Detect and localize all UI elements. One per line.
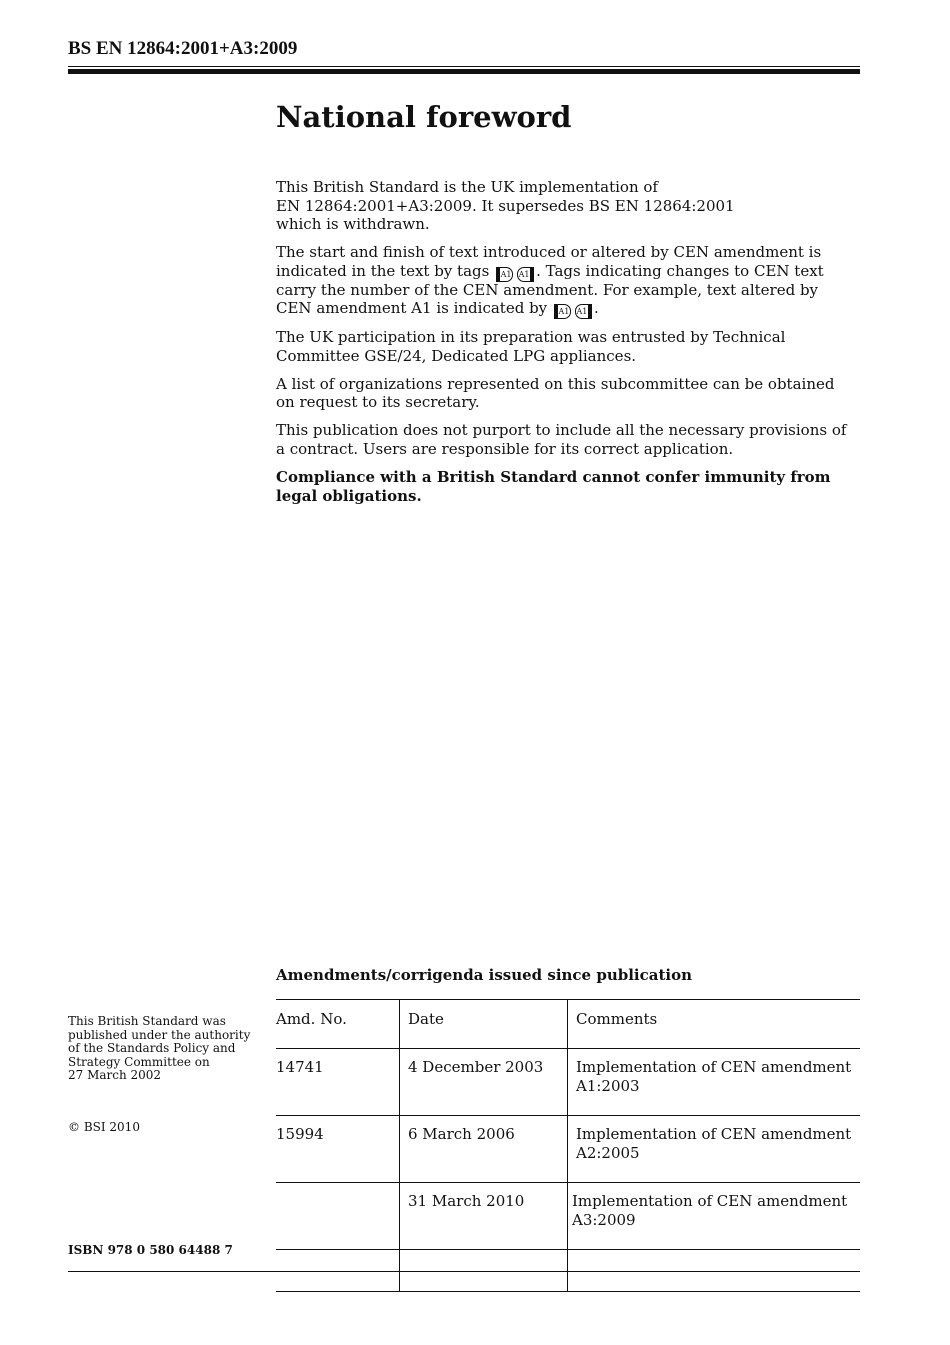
table-row [276,1116,860,1183]
column-header: Date [400,1000,568,1049]
paragraph-text: which is withdrawn. [276,215,430,234]
comment-cell [568,1183,861,1250]
date-cell: 31 March 2010 [400,1183,568,1250]
amendment-end-tag-icon: A1 [575,304,592,319]
paragraph-compliance: Compliance with a British Standard cannot confer immunity from legal obligations. [276,468,831,505]
page-title: National foreword [276,100,572,134]
footer-rule [68,1271,860,1272]
header-rule-thick [68,69,860,74]
note-line: Strategy Committee on [68,1054,210,1069]
amendment-start-tag-icon: A1 [554,304,571,319]
paragraph-tags [276,243,851,318]
amd-no-cell: 15994 [276,1116,400,1183]
comment-line: Implementation of CEN amendment [576,1125,852,1143]
amendment-start-tag-icon: A1 [496,267,513,282]
comment-cell [568,1049,861,1116]
table-row [276,1049,860,1116]
foreword-body [276,178,851,515]
copyright-notice: © BSI 2010 [68,1120,140,1134]
paragraph-text: . Tags indicating changes to CEN text carry the number of the CEN amendment. For example, text altered by CEN amendment A1 is indicated by [276,261,824,318]
comment-cell [568,1116,861,1183]
table-header-row [276,1000,860,1049]
column-header: Comments [568,1000,861,1049]
paragraph-text: This British Standard is the UK implementation of [276,178,658,196]
note-line: of the Standards Policy and [68,1041,236,1055]
isbn: ISBN 978 0 580 64488 7 [68,1243,233,1257]
date-cell: 4 December 2003 [400,1049,568,1116]
note-line: published under the authority [68,1027,251,1042]
table-row [276,1183,860,1250]
amendment-end-tag-icon: A1 [517,267,534,282]
standard-code: BS EN 12864:2001+A3:2009 [68,38,298,59]
paragraph-implementation [276,178,851,234]
paragraph-provisions: This publication does not purport to include all the necessary provisions of a contract. Users are responsible for its correct application. [276,421,847,458]
amd-no-cell: 14741 [276,1049,400,1116]
paragraph-text: . [593,299,599,318]
note-line: 27 March 2002 [68,1068,162,1082]
date-cell: 6 March 2006 [400,1116,568,1183]
note-line: This British Standard was [68,1014,226,1028]
amendments-heading: Amendments/corrigenda issued since publication [276,966,692,984]
comment-line: Implementation of CEN amendment [572,1192,848,1210]
amd-no-cell [276,1183,400,1250]
column-header: Amd. No. [276,1000,400,1049]
publication-note [68,1015,258,1083]
paragraph-committee: The UK participation in its preparation was entrusted by Technical Committee GSE/24, Dedicated LPG appliances. [276,327,786,365]
comment-line: A2:2005 [576,1144,640,1162]
comment-line: Implementation of CEN amendment [576,1058,852,1076]
paragraph-text: EN 12864:2001+A3:2009. It supersedes BS EN 12864:2001 [276,196,735,215]
comment-line: A1:2003 [576,1077,640,1095]
paragraph-text: The start and finish of text introduced or altered by CEN amendment is indicated in the text by tags [276,243,822,280]
paragraph-organizations: A list of organizations represented on this subcommittee can be obtained on request to its secretary. [276,374,835,412]
header-rule-thin [68,66,860,67]
amendments-table [276,999,860,1292]
comment-line: A3:2009 [572,1211,636,1229]
